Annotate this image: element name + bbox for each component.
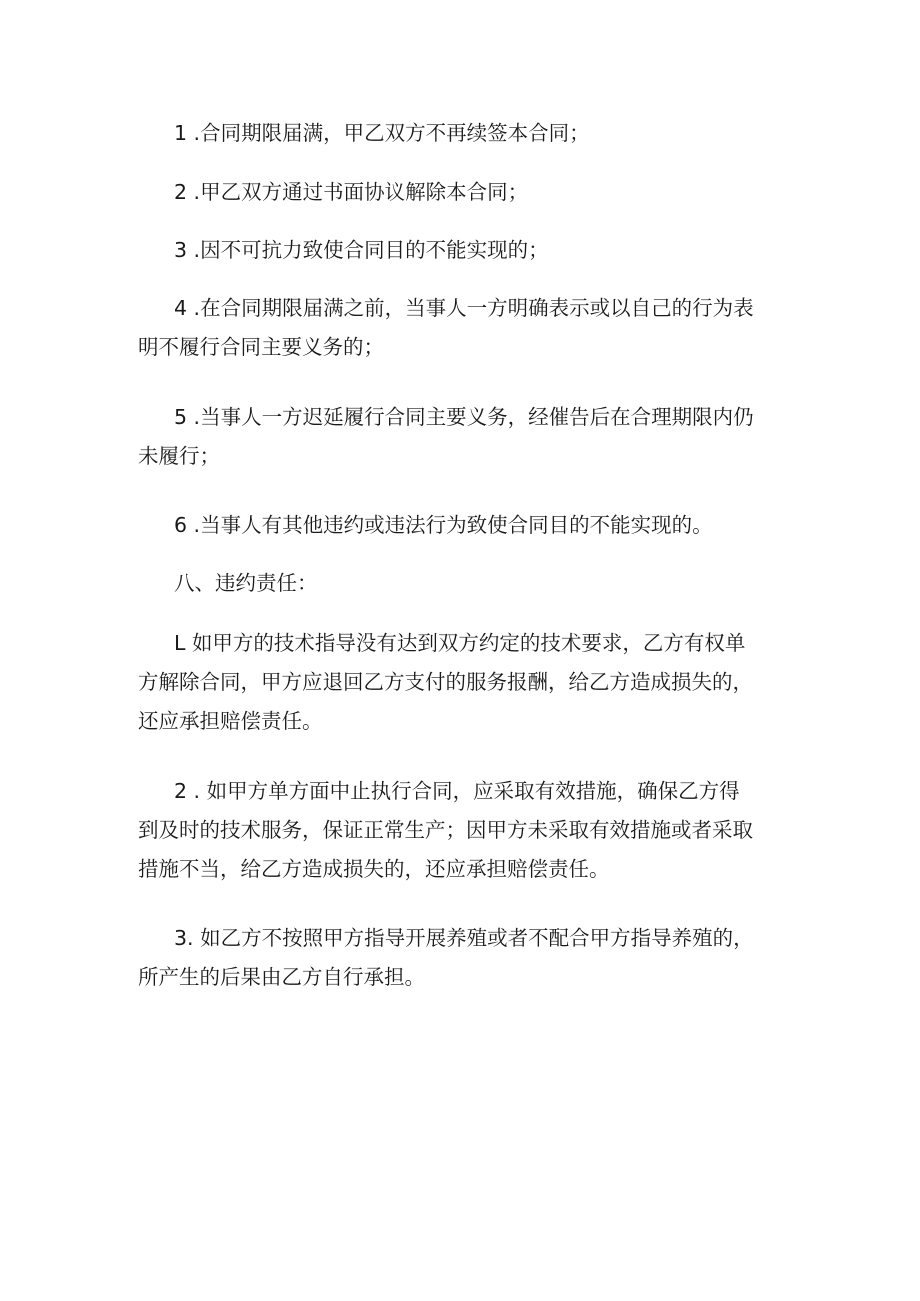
paragraph-line: 明不履行合同主要义务的； [138,335,384,359]
paragraph-line: 方解除合同，甲方应退回乙方支付的服务报酬，给乙方造成损失的， [138,670,753,694]
clause-1 [138,114,798,153]
breach-clause-2 [138,772,798,889]
breach-clause-3 [138,919,798,997]
paragraph-line: 3 .因不可抗力致使合同目的不能实现的； [174,238,549,262]
paragraph-line: 2 .甲乙双方通过书面协议解除本合同； [174,180,529,204]
paragraph-line: 未履行； [138,444,220,468]
section-heading-breach [138,564,798,603]
paragraph-line: 6 .当事人有其他违约或违法行为致使合同目的不能实现的。 [174,513,713,537]
clause-4 [138,289,798,367]
clause-6 [138,506,798,545]
paragraph-line: 到及时的技术服务，保证正常生产；因甲方未采取有效措施或者采取 [138,818,753,842]
paragraph-line: L 如甲方的技术指导没有达到双方约定的技术要求，乙方有权单 [174,631,746,655]
section-heading: 八、违约责任： [174,571,318,595]
clause-3 [138,231,798,270]
paragraph-line: 5 .当事人一方迟延履行合同主要义务，经催告后在合理期限内仍 [174,405,754,429]
clause-5 [138,398,798,476]
clause-2 [138,173,798,212]
paragraph-line: 3. 如乙方不按照甲方指导开展养殖或者不配合甲方指导养殖的， [174,926,754,950]
breach-clause-1 [138,624,798,741]
paragraph-line: 4 .在合同期限届满之前，当事人一方明确表示或以自己的行为表 [174,296,754,320]
paragraph-line: 还应承担赔偿责任。 [138,709,323,733]
paragraph-line: 1 .合同期限届满，甲乙双方不再续签本合同； [174,121,590,145]
paragraph-line: 2 . 如甲方单方面中止执行合同，应采取有效措施，确保乙方得 [174,779,740,803]
paragraph-line: 所产生的后果由乙方自行承担。 [138,965,425,989]
paragraph-line: 措施不当，给乙方造成损失的，还应承担赔偿责任。 [138,857,610,881]
